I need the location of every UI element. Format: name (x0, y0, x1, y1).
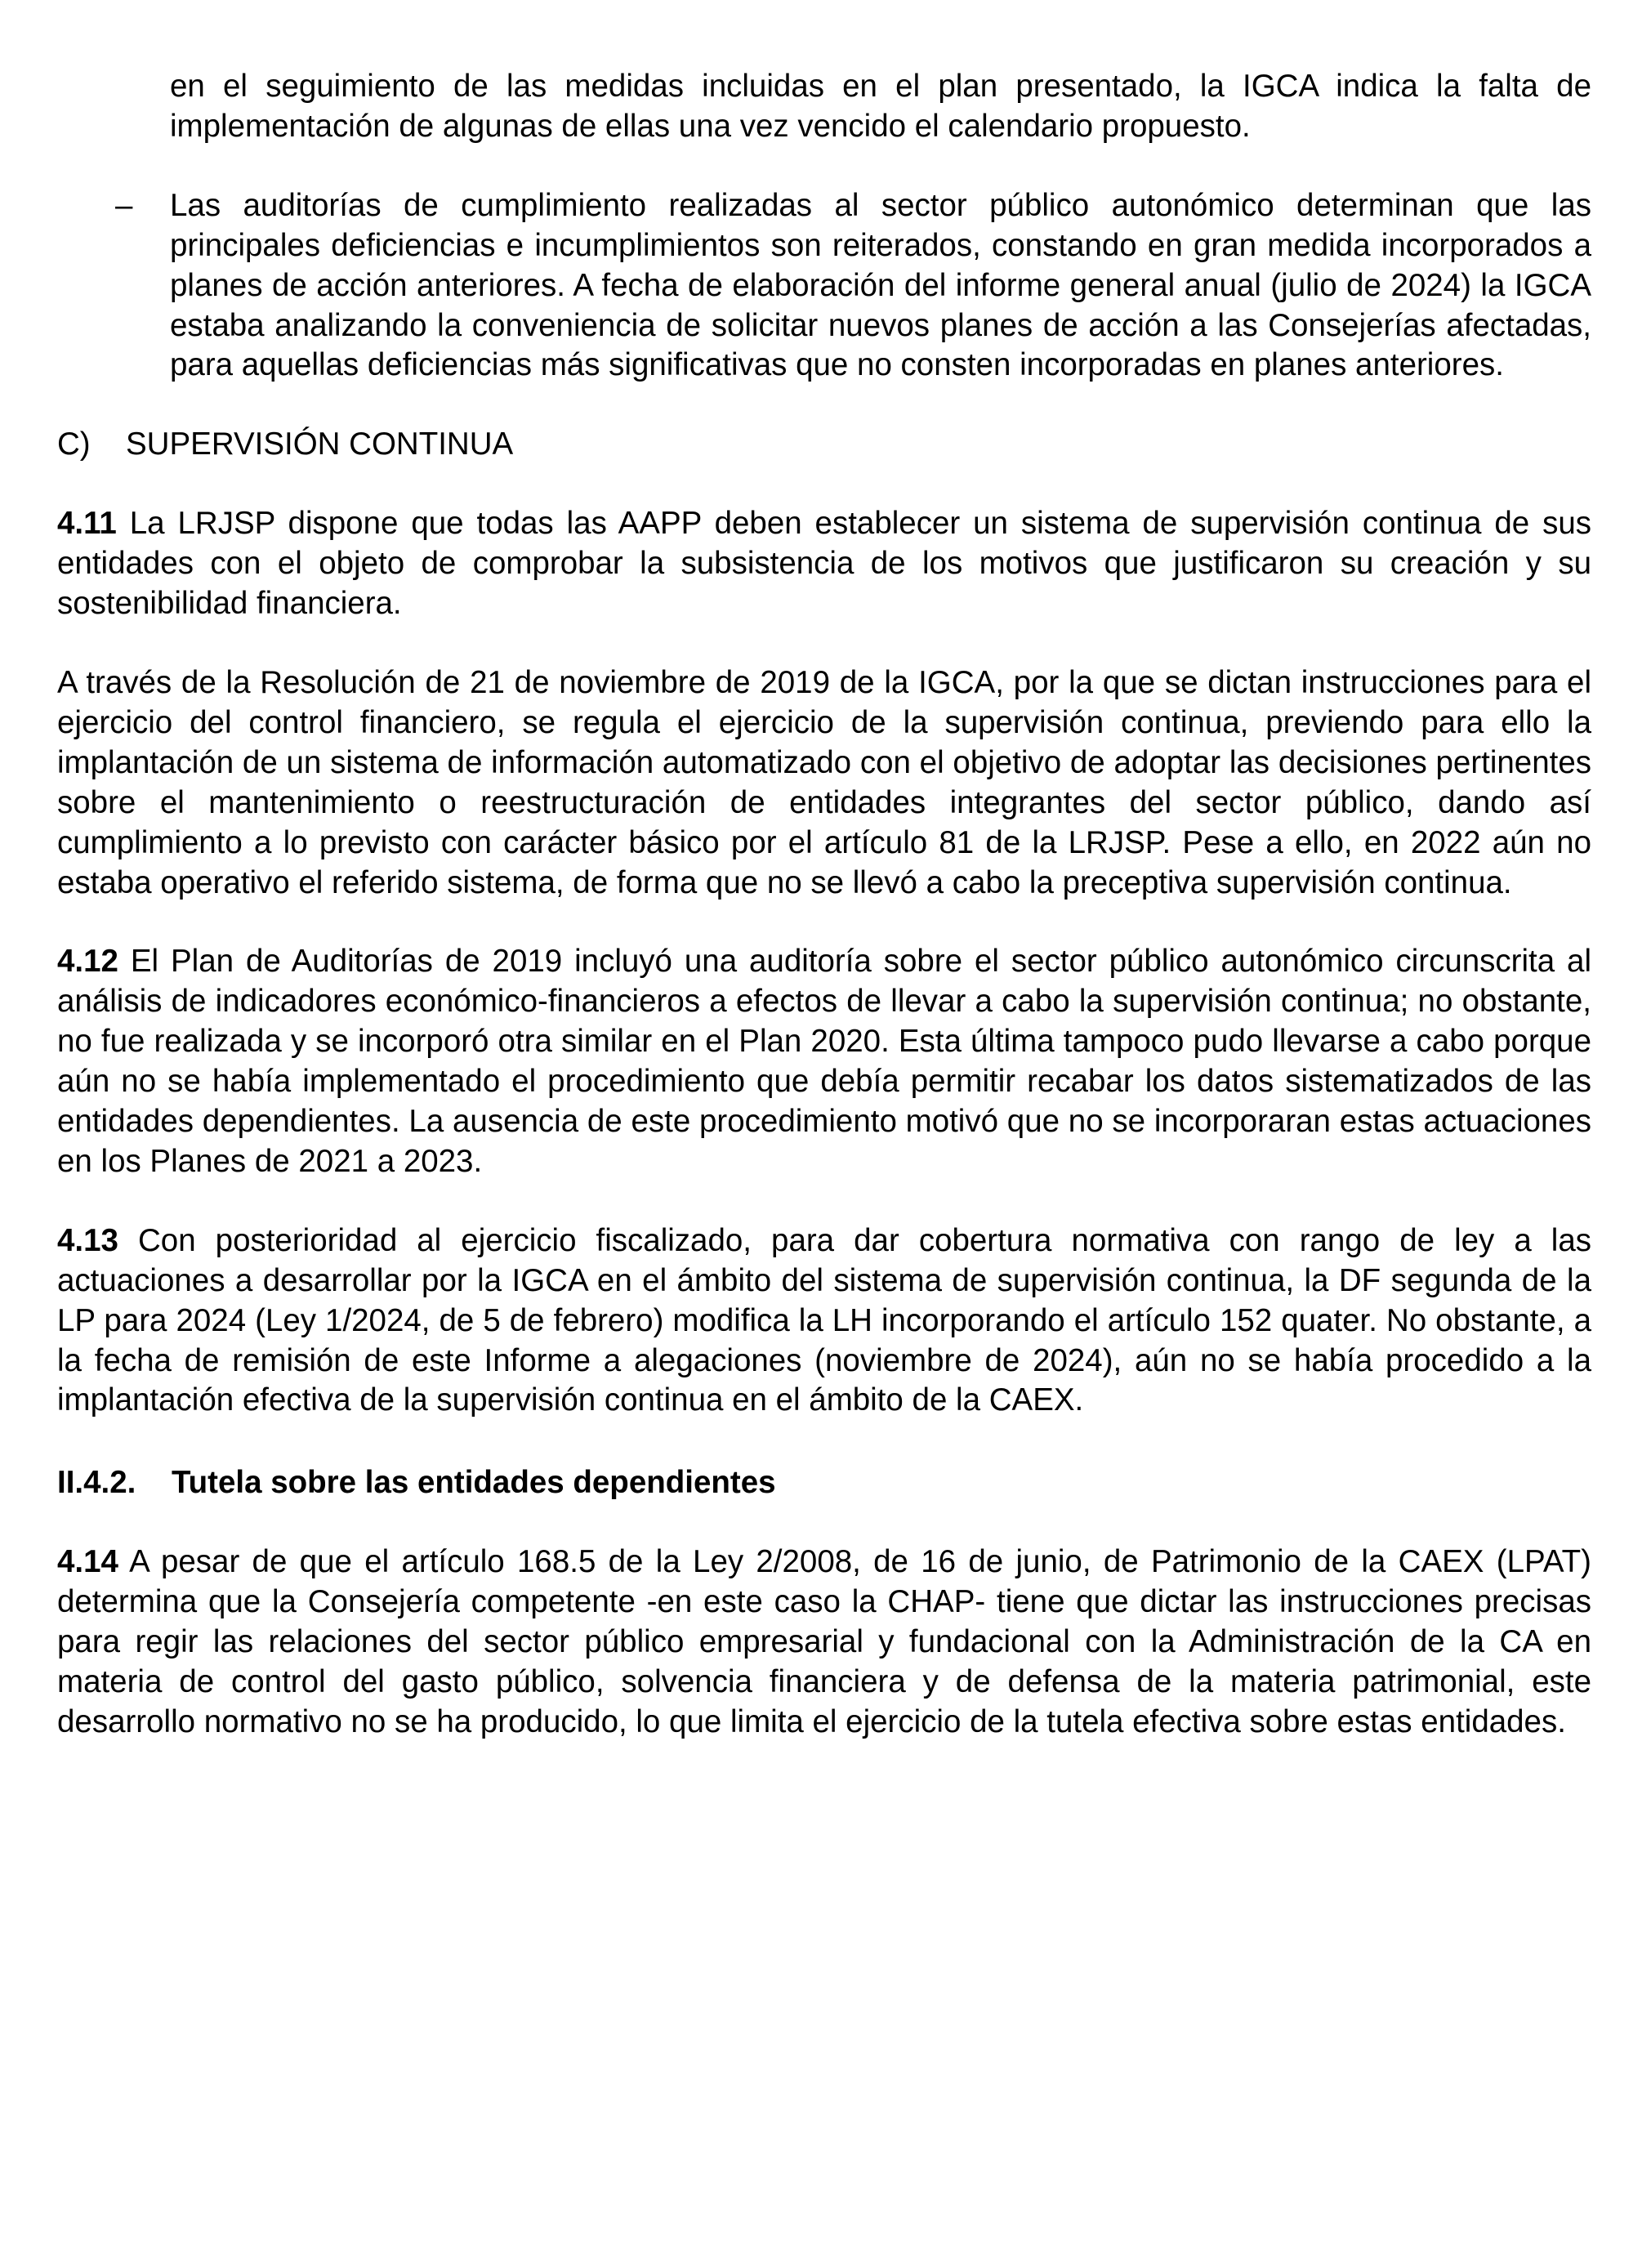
paragraph-number: 4.12 (57, 944, 118, 980)
document-page (57, 67, 1591, 1782)
paragraph-4-14 (57, 1543, 1591, 1743)
paragraph-text: El Plan de Auditorías de 2019 incluyó una auditoría sobre el sector público autonómico circunscrita al análisis de indicadores económico-financieros a efectos de llevar a cabo la supervisión continua; no obstante, no fue realizada y se incorporó otra similar en el Plan 2020. Esta última tampoco pudo llevarse a cabo porque aún no se había implementado el procedimiento que debía permitir recabar los datos sistematizados de las entidades dependientes. La ausencia de este procedimiento motivó que no se incorporaran estas actuaciones en los Planes de 2021 a 2023. (57, 944, 1591, 1179)
subsection-heading (57, 1460, 1591, 1503)
paragraph-resolucion: A través de la Resolución de 21 de noviembre de 2019 de la IGCA, por la que se dictan instrucciones para el ejercicio del control financiero, se regula el ejercicio de la supervisión continua, previendo para ello la implantación de un sistema de información automatizado con el objetivo de adoptar las decisiones pertinentes sobre el mantenimiento o reestructuración de entidades integrantes del sector público, dando así cumplimiento a lo previsto con carácter básico por el artículo 81 de la LRJSP. Pese a ello, en 2022 aún no estaba operativo el referido sistema, de forma que no se llevó a cabo la preceptiva supervisión continua. (57, 664, 1591, 900)
paragraph-number: 4.11 (57, 506, 117, 542)
paragraph-4-12 (57, 942, 1591, 1181)
paragraph-number: 4.13 (57, 1222, 118, 1258)
paragraph-text: La LRJSP dispone que todas las AAPP deben establecer un sistema de supervisión continua de sus entidades con el objeto de comprobar la subsistencia de los motivos que justificaron su creación y su sostenibilidad financiera. (57, 506, 1591, 622)
paragraph-text: Con posterioridad al ejercicio fiscalizado, para dar cobertura normativa con rango de ley a las actuaciones a desarrollar por la IGCA en el ámbito del sistema de supervisión continua, la DF segunda de la LP para 2024 (Ley 1/2024, de 5 de febrero) modifica la LH incorporando el artículo 152 quater. No obstante, a la fecha de remisión de este Informe a alegaciones (noviembre de 2024), aún no se había procedido a la implantación efectiva de la supervisión continua en el ámbito de la CAEX. (57, 1222, 1591, 1418)
section-letter: C) (57, 426, 91, 462)
subsection-number: II.4.2. (57, 1465, 136, 1501)
section-title: SUPERVISIÓN CONTINUA (126, 426, 514, 462)
paragraph-number: 4.14 (57, 1544, 118, 1580)
section-heading-c (57, 425, 1591, 465)
paragraph-text: A pesar de que el artículo 168.5 de la Ley 2/2008, de 16 de junio, de Patrimonio de la CAEX (LPAT) determina que la Consejería competente -en este caso la CHAP- tiene que dictar las instrucciones precisas para regir las relaciones del sector público empresarial y fundacional con la Administración de la CA en materia de control del gasto público, solvencia financiera y de defensa de la materia patrimonial, este desarrollo normativo no se ha producido, lo que limita el ejercicio de la tutela efectiva sobre estas entidades. (57, 1544, 1591, 1739)
bullet-list-item (57, 186, 1591, 386)
subsection-title: Tutela sobre las entidades dependientes (172, 1465, 776, 1501)
dash-bullet-icon: – (115, 187, 133, 223)
paragraph-4-11 (57, 504, 1591, 624)
paragraph-4-13 (57, 1221, 1591, 1422)
continuation-paragraph: en el seguimiento de las medidas incluidas en el plan presentado, la IGCA indica la falta de implementación de algunas de ellas una vez vencido el calendario propuesto. (170, 69, 1591, 144)
bullet-text: Las auditorías de cumplimiento realizadas al sector público autonómico determinan que las principales deficiencias e incumplimientos son reiterados, constando en gran medida incorporados a planes de acción anteriores. A fecha de elaboración del informe general anual (julio de 2024) la IGCA estaba analizando la conveniencia de solicitar nuevos planes de acción a las Consejerías afectadas, para aquellas deficiencias más significativas que no consten incorporadas en planes anteriores. (170, 187, 1591, 383)
